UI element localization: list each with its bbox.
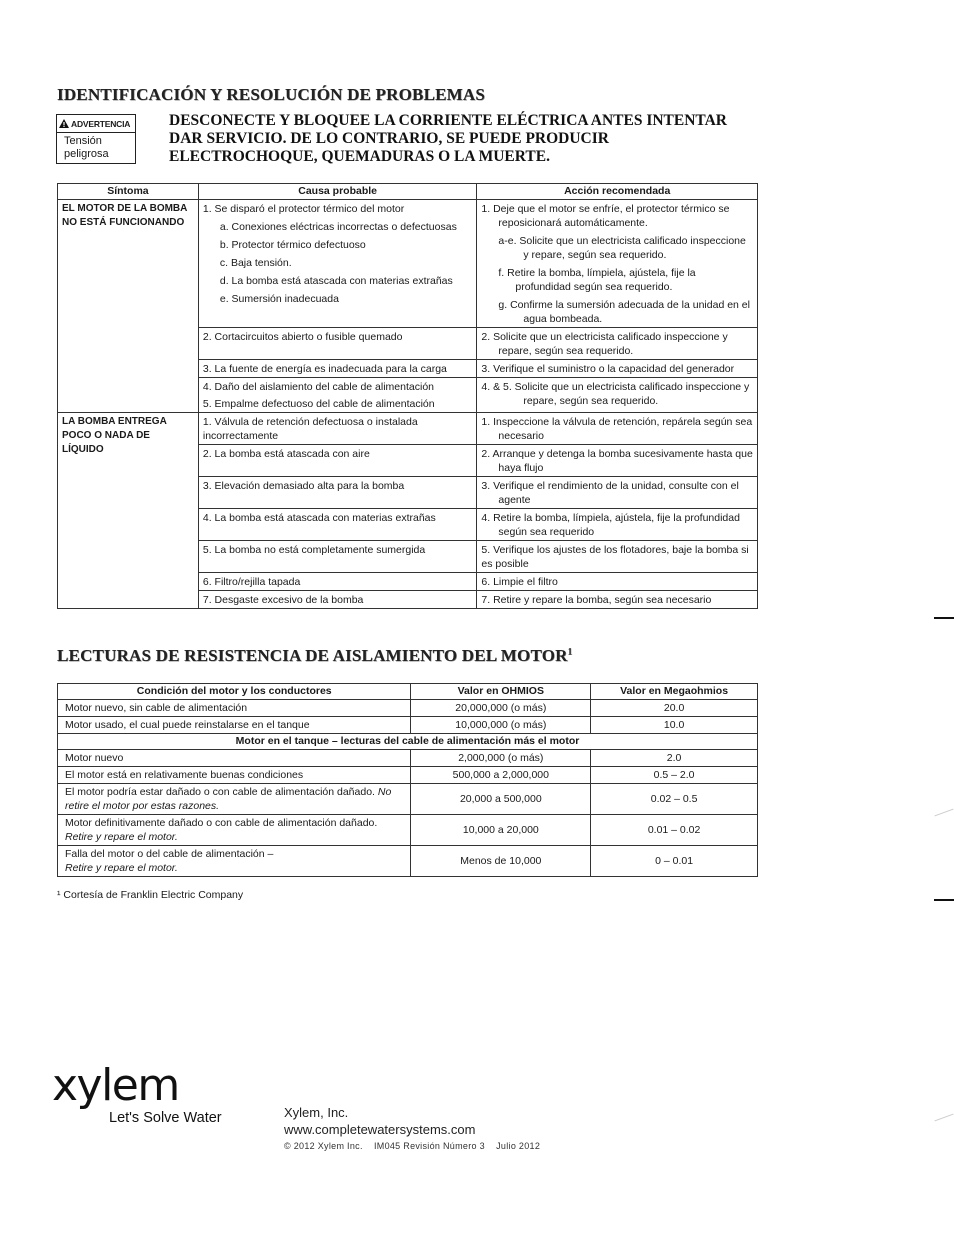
action-cell: [477, 413, 758, 445]
action-cell: [477, 509, 758, 541]
ohm-cell: Menos de 10,000: [411, 846, 591, 877]
table-row: [58, 413, 758, 445]
action-text: a-e. Solicite que un electricista calificado inspeccione y repare, según sea requerido.: [498, 235, 746, 261]
mega-cell: 0 – 0.01: [591, 846, 758, 877]
cause-cell: [198, 378, 477, 413]
section-title-insulation: [57, 646, 572, 666]
cause-cell: 4. La bomba está atascada con materias extrañas: [198, 509, 477, 541]
mega-cell: 2.0: [591, 750, 758, 767]
subheader-in-tank: Motor en el tanque – lecturas del cable de alimentación más el motor: [58, 734, 758, 750]
condition-note: Retire y repare el motor.: [65, 831, 178, 843]
cause-text: 5. Empalme defectuoso del cable de alimentación: [202, 398, 435, 410]
header-condition: Condición del motor y los conductores: [58, 684, 411, 700]
condition-cell: [58, 846, 411, 877]
cause-text: 1. Se disparó el protector térmico del motor: [202, 203, 405, 215]
mega-cell: 0.01 – 0.02: [591, 815, 758, 846]
ohm-cell: 2,000,000 (o más): [411, 750, 591, 767]
action-cell: [477, 200, 758, 328]
header-megaohms: Valor en Megaohmios: [591, 684, 758, 700]
action-text: 2. Solicite que un electricista calificado inspeccione y repare, según sea requerido.: [481, 331, 728, 357]
action-text: f. Retire la bomba, límpiela, ajústela, fije la profundidad según sea requerido.: [498, 267, 696, 293]
cause-cell: 5. La bomba no está completamente sumergida: [198, 541, 477, 573]
cause-cell: 1. Válvula de retención defectuosa o instalada incorrectamente: [198, 413, 477, 445]
condition-cell: Motor nuevo, sin cable de alimentación: [58, 700, 411, 717]
cause-cell: 3. La fuente de energía es inadecuada para la carga: [198, 360, 477, 378]
symptom-cell: EL MOTOR DE LA BOMBA NO ESTÁ FUNCIONANDO: [58, 200, 199, 413]
header-ohms: Valor en OHMIOS: [411, 684, 591, 700]
cause-text: d. La bomba está atascada con materias extrañas: [219, 275, 453, 287]
action-cell: [477, 328, 758, 360]
cause-cell: 7. Desgaste excesivo de la bomba: [198, 591, 477, 609]
table-row: [58, 700, 758, 717]
warning-label: [56, 114, 136, 164]
header-action: Acción recomendada: [477, 184, 758, 200]
table-row: [58, 750, 758, 767]
insulation-resistance-table: [57, 683, 758, 877]
cause-text: b. Protector térmico defectuoso: [219, 239, 366, 251]
action-cell: 5. Verifique los ajustes de los flotadores, baje la bomba si es posible: [477, 541, 758, 573]
table-row: [58, 815, 758, 846]
cause-cell: [198, 200, 477, 328]
ohm-cell: 20,000,000 (o más): [411, 700, 591, 717]
logo-tagline: Let's Solve Water: [109, 1110, 222, 1126]
symptom-cell: LA BOMBA ENTREGA POCO O NADA DE LÍQUIDO: [58, 413, 199, 609]
table-subheader-row: [58, 734, 758, 750]
condition-note: Retire y repare el motor.: [65, 862, 178, 874]
action-text: 3. Verifique el rendimiento de la unidad, consulte con el agente: [481, 480, 739, 506]
condition-note: No retire el motor por estas razones.: [65, 786, 392, 812]
condition-cell: Motor usado, el cual puede reinstalarse en el tanque: [58, 717, 411, 734]
condition-cell: El motor está en relativamente buenas condiciones: [58, 767, 411, 784]
action-text: 1. Deje que el motor se enfríe, el protector térmico se reposicionará automáticamente.: [481, 203, 730, 229]
mega-cell: 10.0: [591, 717, 758, 734]
condition-text: Falla del motor o del cable de alimentación –: [65, 848, 274, 860]
action-cell: [477, 378, 758, 413]
cause-text: c. Baja tensión.: [219, 257, 292, 269]
action-cell: [477, 445, 758, 477]
table-row: [58, 200, 758, 328]
action-cell: 6. Limpie el filtro: [477, 573, 758, 591]
header-symptom: Síntoma: [58, 184, 199, 200]
ohm-cell: 10,000 a 20,000: [411, 815, 591, 846]
crop-mark: [934, 809, 953, 817]
mega-cell: 0.5 – 2.0: [591, 767, 758, 784]
table-row: [58, 846, 758, 877]
condition-cell: [58, 784, 411, 815]
section-title-text: LECTURAS DE RESISTENCIA DE AISLAMIENTO DEL MOTOR: [57, 646, 568, 665]
mega-cell: 0.02 – 0.5: [591, 784, 758, 815]
ohm-cell: 10,000,000 (o más): [411, 717, 591, 734]
website-link[interactable]: www.completewatersystems.com: [284, 1122, 476, 1137]
company-name: Xylem, Inc.: [284, 1105, 349, 1120]
table-row: [58, 717, 758, 734]
cause-text: e. Sumersión inadecuada: [219, 293, 339, 305]
warning-triangle-icon: [59, 119, 69, 128]
action-cell: [477, 477, 758, 509]
xylem-logo: xylem: [52, 1060, 179, 1111]
crop-mark: [934, 1114, 953, 1122]
action-text: 4. & 5. Solicite que un electricista calificado inspeccione y repare, según sea requerido.: [481, 381, 750, 407]
ohm-cell: 500,000 a 2,000,000: [411, 767, 591, 784]
section-title-troubleshooting: IDENTIFICACIÓN Y RESOLUCIÓN DE PROBLEMAS: [57, 85, 486, 104]
warning-label-text: ADVERTENCIA: [71, 118, 131, 129]
action-text: g. Confirme la sumersión adecuada de la unidad en el agua bombeada.: [498, 299, 750, 325]
cause-cell: 2. Cortacircuitos abierto o fusible quemado: [198, 328, 477, 360]
crop-mark: [934, 617, 954, 619]
header-cause: Causa probable: [198, 184, 477, 200]
cause-cell: 2. La bomba está atascada con aire: [198, 445, 477, 477]
cause-text: 4. Daño del aislamiento del cable de alimentación: [202, 381, 435, 393]
cause-text: a. Conexiones eléctricas incorrectas o defectuosas: [219, 221, 457, 233]
condition-cell: Motor nuevo: [58, 750, 411, 767]
action-cell: 3. Verifique el suministro o la capacidad del generador: [477, 360, 758, 378]
table-header-row: [58, 184, 758, 200]
table-header-row: [58, 684, 758, 700]
crop-mark: [934, 899, 954, 901]
action-text: 4. Retire la bomba, límpiela, ajústela, fije la profundidad según sea requerido: [481, 512, 740, 538]
condition-cell: [58, 815, 411, 846]
table-row: [58, 784, 758, 815]
ohm-cell: 20,000 a 500,000: [411, 784, 591, 815]
warning-message: DESCONECTE Y BLOQUEE LA CORRIENTE ELÉCTRICA ANTES INTENTAR DAR SERVICIO. DE LO CONTRARIO, SE PUEDE PRODUCIR ELECTROCHOQUE, QUEMADURAS O LA MUERTE.: [169, 112, 727, 165]
cause-cell: 3. Elevación demasiado alta para la bomba: [198, 477, 477, 509]
mega-cell: 20.0: [591, 700, 758, 717]
footnote: ¹ Cortesía de Franklin Electric Company: [57, 889, 244, 901]
warning-hazard: Tensión peligrosa: [64, 135, 109, 160]
action-text: 1. Inspeccione la válvula de retención, repárela según sea necesario: [481, 416, 753, 442]
action-text: 2. Arranque y detenga la bomba sucesivamente hasta que haya flujo: [481, 448, 753, 474]
condition-text: Motor definitivamente dañado o con cable de alimentación dañado.: [65, 817, 378, 829]
footnote-marker: 1: [567, 646, 573, 657]
cause-cell: 6. Filtro/rejilla tapada: [198, 573, 477, 591]
copyright-line: © 2012 Xylem Inc. IM045 Revisión Número 3 Julio 2012: [284, 1141, 541, 1151]
table-row: [58, 767, 758, 784]
troubleshooting-table: [57, 183, 758, 609]
condition-text: El motor podría estar dañado o con cable de alimentación dañado.: [65, 786, 375, 798]
action-cell: 7. Retire y repare la bomba, según sea necesario: [477, 591, 758, 609]
